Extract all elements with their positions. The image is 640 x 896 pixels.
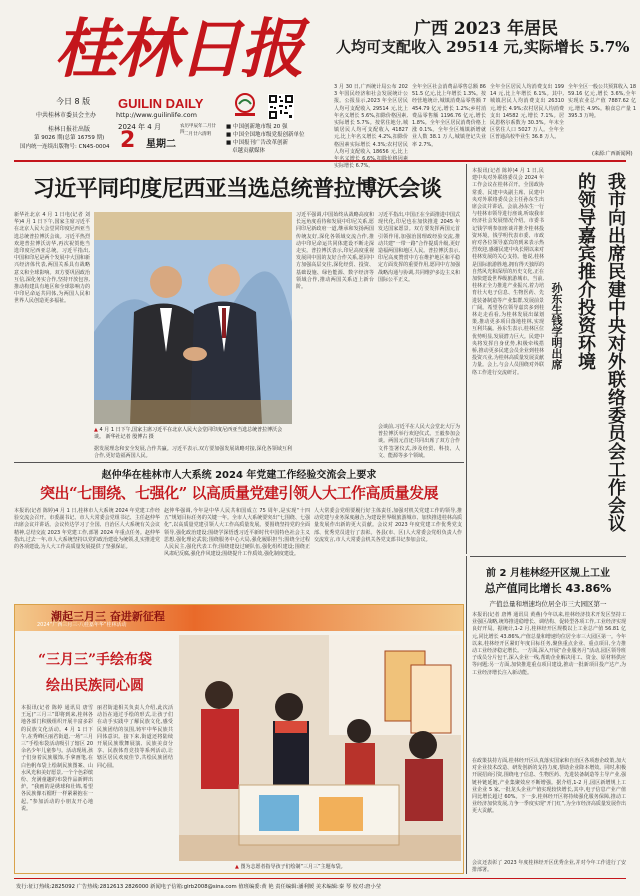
sanyuesan-body-2: 丽君街道相关负责人介绍,此次活动旨在通过手绘的形式,让孩子们在动手实践中了解民族文化,感受民族团结的氛围,铸牢中华民族共同体意识。接下来,街道还将陆续开展民族歌舞展演、民族美食分享、民族体育竞技等系列活动,让辖区居民欢度佳节,共绘民族团结同心圆。 [97, 705, 173, 769]
econ-body-3: 会议还表彰了 2023 年度桂林经开区优秀企业,并对今年工作进行了安排部署。 [472, 860, 626, 874]
mid-body-2: 赵仲华强调,今年是中华人民共和国成立 75 周年,是实现“十四五”规划目标任务的关键一年。全市人大系统要突出“七围绕、七强化”,以高质量党建引领人大工作高质量发展。要围绕坚持党的全面领导,强化政治建设;围绕学深悟透习近平新时代中国特色社会主义思想,强化理论武装;围绕服务中心大局,强化履职担当;围绕全过程人民民主,强化代表工作;围绕建设过硬队伍,强化组织建设;围绕正风肃纪反腐,强化作风建设;围绕提升工作质效,强化制度建设。 [164, 508, 310, 558]
banner-title: 潮起三月三 奋进新征程 [51, 610, 165, 623]
emblem-icon [230, 92, 260, 118]
econ-headline-2: 总产值同比增长 43.86% [484, 582, 612, 595]
date-year-month: 2024 年 4 月 [118, 123, 161, 131]
banner-subtitle: 2024“广西三月三·八桂嘉年华”桂林活动 [37, 622, 127, 628]
sanyuesan-section [14, 604, 464, 874]
top-right-story [334, 14, 636, 170]
honor-1: ■ 中国创新地市级 20 强 [226, 124, 288, 130]
lead-photo-credit: 新华社记者 殷博古 摄 [105, 434, 154, 440]
feature-subhead: 孙东生钱学明出席 [550, 282, 563, 370]
sanyuesan-body-1: 本报讯(记者 陈婷 通讯员 唐雪 王远)“三月三”即将到来,桂林各地各部门积极组织开展丰富多彩的民族文化活动。4 月 1 日下午,在秀峰区丽君街道,一场“三月三”手绘布袋活动吸引了辖区 20 余名少年儿童参与。活动现场,孩子们身着民族服饰,手拿画笔,在白色帆布袋上绘制民族图案、山水风光和美好愿景,一个个色彩缤纷、充满童趣的布袋作品新鲜出炉。“我画的是绣球和壮锦,希望各民族像石榴籽一样紧紧抱在一起。”参加活动的小朋友开心地说。 [21, 705, 93, 812]
sanyuesan-photo-caption [235, 863, 346, 870]
econ-body-1: 本报讯(记者 唐博 通讯员 黄燕)今年以来,桂林经济技术开发区坚持工业强区战略,统筹推进稳增长、调结构、促转型各项工作,工业经济实现良好开局。据统计,1-2 月,桂林经开区规模以上工业总产值 56.81 亿元,同比增长 43.86%,产值总量和增速均位居全市三大园区第一。今年以来,桂林经开区紧盯年度目标任务,聚焦重点企业、重点项目,全力推动工业经济稳定增长。一方面,深入开展“企业服务月”活动,园区领导班子成员分片包干,深入企业一线,帮助企业解决用工、资金、原材料供应等问题;另一方面,加快推进重点项目建设,推动一批新项目投产达产,为工业经济增长注入新动能。 [472, 612, 626, 676]
mid-rule [14, 462, 464, 463]
footer-rule [14, 878, 626, 879]
mid-kicker: 赵仲华在桂林市人大系统 2024 年党建工作经验交流会上要求 [101, 470, 377, 481]
caption-marker-icon: ▲ [94, 427, 98, 433]
econ-divider [466, 556, 467, 874]
headline-line-1: 广西 2023 年居民 [414, 19, 559, 39]
date-day: 2 [120, 128, 136, 153]
col-divider [466, 164, 467, 554]
mid-body-1: 本报讯(记者 陈婷)4 月 1 日,桂林市人大系统 2024 年党建工作经验交流会召开。市委副书记、市人大常委会党组书记、主任赵仲华出席会议并讲话。会议传达学习了全国、自治区人大系统有关会议精神,总结交流 2023 年党建工作,部署 2024 年重点任务。赵仲华指出,过去一年,市人大系统坚持以党的政治建设为统领,扎实推进党的各项建设,为人大工作高质量发展提供了坚强保证。 [14, 508, 160, 551]
feature-body: 本报讯(记者 陈婷)4 月 1 日,民建中央对外联络委员会 2024 年工作会议在桂林召开。全国政协常委、民建中央副主席、民建中央对外联络委员会主任孙东生出席会议并讲话。会前,孙东生一行与桂林市领导进行座谈,听取我市经济社会发展情况介绍。市委书记钱学明参加座谈并推介桂林投资环境。钱学明代表市委、市政府对各位领导嘉宾的到来表示热烈欢迎,感谢民建中央长期以来对桂林发展的关心支持。他说,桂林是国际旅游胜地,拥有得天独厚的自然风光和深厚的历史文化,正在加快建设世界级旅游城市。当前,桂林正全力推进产业振兴,着力培育壮大电子信息、生物医药、先进装备制造等产业集群,发展前景广阔。希望各位领导嘉宾多到桂林走走看看,为桂林发展出谋划策,推动更多项目落地桂林,实现互利共赢。孙东生表示,桂林区位优势明显,发展潜力巨大。民建中央将发挥自身优势,积极牵线搭桥,推动更多民建会员企业到桂林投资兴业,为桂林高质量发展贡献力量。会上,与会人员围绕对外联络工作进行交流研讨。 [472, 168, 544, 376]
lead-after-photo: 据发展理念和安全发展,合作共赢。习近平表示,双方要加强发展战略对接,深化各领域互利合作,更好造福两国人民。 [94, 446, 292, 460]
lead-headline: 习近平同印度尼西亚当选总统普拉博沃会谈 [32, 176, 442, 201]
qr-code-icon [268, 94, 294, 120]
econ-body-2: 在政策扶持方面,桂林经开区认真落实国家和自治区各项惠企政策,加大对企业技术改造、研发创新的支持力度,帮助企业降本增效。同时,积极开展招商引资,围绕电子信息、生物医药、先进装备制造等主导产业,强链补链延链,产业集聚效应不断增强。据介绍,1-2 月,园区新增规上工业企业 5 家,一批龙头企业产值实现较快增长,其中,电子信息产业产值同比增长超过 60%。下一步,桂林经开区将持续强化服务保障,推动工业经济加快发展,力争一季度实现“开门红”,为全市经济高质量发展作出更大贡献。 [472, 758, 626, 815]
website: http://www.guilinlife.com [116, 111, 197, 119]
caption-marker-icon-2: ▲ [235, 864, 239, 870]
publisher-label: 桂林日报社出版 [48, 126, 91, 133]
sanyuesan-photo [179, 635, 461, 861]
body-col-2: 全年全区社会消费品零售总额 8651.5 亿元,比上年增长 1.3%。按经营地统计,城镇消费品零售额 7454.79 亿元,增长 1.2%;乡村消费品零售额 1196.76 亿元,增长 1.8%。全年全区居民消费价格上涨 0.1%。全年全区城镇新增就业人数 38.1 万人,城镇登记失业率 2.7%。 [412, 84, 486, 148]
footer-info: 发行:征订热线:2825092 广告热线:2812613 2826000 新闻电子信箱:glrb2008@sina.com 值班编委:黄 艳 责任编辑:潘利媛 美术编辑:秦 琴 校对:唐小莹 [16, 884, 382, 890]
lead-photo-caption [94, 427, 292, 441]
sanyuesan-headline-2: 绘出民族同心圆 [46, 678, 144, 694]
cn-code: 国内统一连续出版物号: CN45-0004 [20, 144, 110, 150]
org-label: 中共桂林市委员会主办 [36, 112, 97, 119]
feature-headline: 我市向出席民建中央对外联络委员会工作会议的领导嘉宾推介投资环境 [575, 172, 626, 532]
honor-3: ■ 中国报刊广告改革创新 [226, 140, 288, 146]
mid-headline: 突出“七围绕、七强化” 以高质量党建引领人大工作高质量发展 [40, 484, 438, 502]
lead-body-4: 会谈前,习近平在人民大会堂北大厅为普拉博沃举行欢迎仪式。王毅参加会谈。两国元首还共同出席了双方合作文件签署仪式,涉及经贸、科技、人文、能源等多个领域。 [378, 424, 460, 459]
honor-2: ■ 中国全国地市级党报创新单位 [226, 132, 305, 138]
lead-body-1: 新华社北京 4 月 1 日电(记者 刘华)4 月 1 日下午,国家主席习近平在北京人民大会堂同印度尼西亚当选总统普拉博沃会谈。习近平热烈欢迎普拉博沃访华,再次祝贺他当选印度尼西亚总统。习近平指出,中国和印尼是两个发展中大国和新兴经济体代表,两国关系具有战略意义和全球影响。双方要巩固政治互信,深化务实合作,坚持开放包容,推动构建具有地区和全球影响力的中印尼命运共同体,为两国人民和世界人民创造更多福祉。 [14, 212, 90, 305]
brand-english: GUILIN DAILY [118, 96, 204, 111]
body-col-4: 全年全区一般公共预算收入 1859.16 亿元,增长 3.6%,全年实现农业总产值 7887.62 亿元,增长 4.9%。粮食总产量 1395.3 万吨。 [568, 84, 636, 119]
sanyuesan-headline-1: “三月三”手绘布袋 [37, 652, 153, 668]
lead-body-3: 习近平指出,中国正在全面推进中国式现代化,印尼也在加快推进 2045 年发达国家愿景。双方要发挥两国元首引领作用,加强治国理政经验交流,推动共建“一带一路”合作提质升级,更好造福两国和地区人民。普拉博沃表示,印尼高度赞赏中方在维护地区和平稳定方面发挥的重要作用,愿同中方加强战略沟通与协调,共同维护多边主义和国际公平正义。 [378, 212, 460, 283]
sanyuesan-banner [15, 605, 463, 631]
mid-body-3: 人大常委会党组要履行好主体责任,加强对机关党建工作的领导,推动党建与业务深度融合,为建设世界级旅游城市、加快推进桂林高质量发展作出新的更大贡献。会议对 2023 年度党建工作优秀党支部、优秀党员进行了表彰。各县(市、区)人大常委会党组负责人作交流发言,市人大常委会机关各党支部书记参加会议。 [314, 508, 462, 543]
lead-photo-caption-text: 4 月 1 日下午,国家主席习近平在北京人民大会堂同印度尼西亚当选总统普拉博沃会谈。 [94, 427, 283, 440]
headline-line-2: 人均可支配收入 29514 元,实际增长 5.7% [336, 38, 630, 56]
issue-number: 第 9026 期(总第 16759 期) [34, 135, 105, 141]
weekday: 星期二 [146, 139, 176, 150]
sanyuesan-photo-caption-text: 图为志愿者指导孩子们绘制“三月三”主题布袋。 [240, 864, 346, 870]
lead-body-2: 习近平强调,中国始终从战略高度和长远角度看待和发展中印尼关系,愿同印尼新政府一道,继承和发扬两国传统友好,深化各领域交流合作,推动中印尼命运共同体建设不断走深走实。普拉博沃表示,印尼高度重视发展同中国的友好合作关系,愿同中方加强高层交往,深化经贸、投资、基础设施、绿色能源、数字经济等领域合作,推动两国关系迈上新台阶。 [296, 212, 374, 291]
body-col-3: 全年全区居民人均消费支出 19914 元,比上年增长 6.1%。其中,城镇居民人均消费支出 26310 元,增长 4.9%;农村居民人均消费支出 14582 元,增长 7.1%。居民恩格尔系数为 30.3%。年末全区常住人口 5027 万人。全年全区普通高校毕业生 36.8 万人。 [490, 84, 564, 141]
logo: 桂林日报 [54, 12, 302, 87]
econ-subhead: 产值总量和增速均位居全市三大园区第一 [489, 600, 607, 608]
lunar-date-1: 农历甲辰年二月廿四 [180, 124, 216, 135]
body-col-1: 3 月 30 日,广西统计局公布 2023 年国民经济和社会发展统计公报。公报显示,2023 年全区居民人均可支配收入 29514 元,比上年名义增长 5.6%,扣除价格因素,实际增长 5.7%。按常住地分,城镇居民人均可支配收入 41827 元,比上年名义增长 4.2%,扣除价格因素实际增长 4.3%;农村居民人均可支配收入 18656 元,比上 实际增长 6.7%。 [334, 84, 408, 170]
lunar-date-2: 二月廿六清明 [184, 132, 211, 137]
lead-photo [94, 212, 292, 424]
honor-4: 卓越贡献媒体 [232, 148, 266, 154]
edition-label: 今日 8 版 [56, 97, 91, 106]
masthead-rule [14, 160, 626, 162]
source-note: (来源:广西新闻网) [592, 151, 633, 157]
masthead [0, 0, 332, 158]
econ-top-rule [470, 556, 626, 557]
econ-headline-1: 前 2 月桂林经开区规上工业 [486, 568, 610, 579]
